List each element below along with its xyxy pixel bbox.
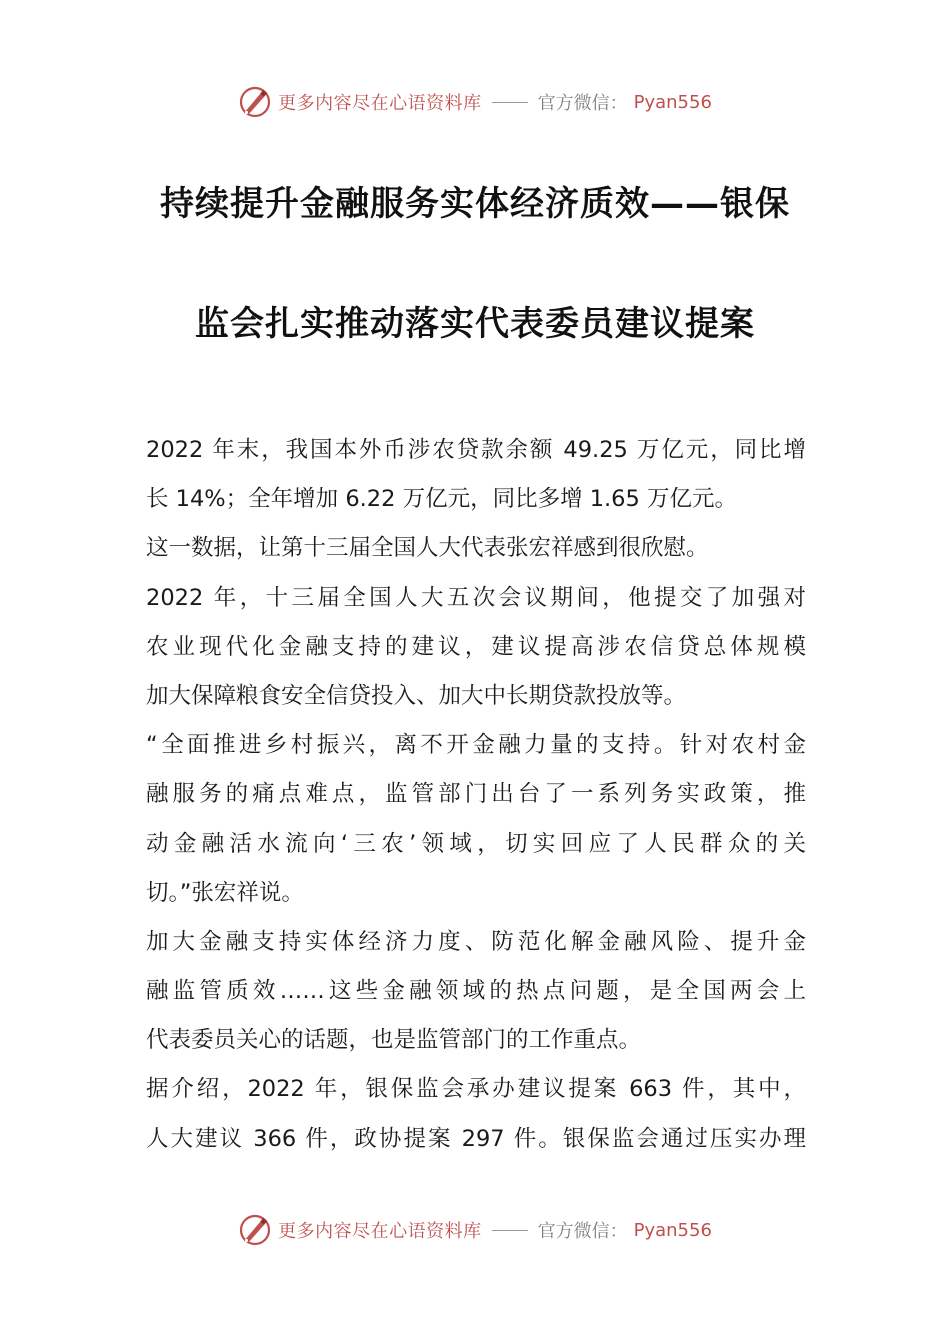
pen-circle-logo-icon (238, 85, 272, 119)
banner-separator (492, 1230, 528, 1231)
body-line: 切。”张宏祥说。 (146, 879, 304, 906)
header-banner (0, 82, 950, 122)
pen-circle-logo-icon (238, 1213, 272, 1247)
body-line: 农业现代化金融支持的建议，建议提高涉农信贷总体规模 (146, 633, 806, 660)
body-line: 加大金融支持实体经济力度、防范化解金融风险、提升金 (146, 928, 806, 955)
article-body (146, 426, 806, 1164)
body-line: 长 14%；全年增加 6.22 万亿元，同比多增 1.65 万亿元。 (146, 486, 737, 513)
page-title-line-1: 持续提升金融服务实体经济质效——银保 (160, 184, 790, 224)
body-line: 融服务的痛点难点，监管部门出台了一系列务实政策，推 (146, 781, 806, 808)
body-line: 动金融活水流向‘三农’领域，切实回应了人民群众的关 (146, 830, 806, 857)
footer-banner (0, 1210, 950, 1250)
banner-wechat-id: Pyan556 (633, 91, 712, 113)
body-line: 融监管质效……这些金融领域的热点问题，是全国两会上 (146, 978, 806, 1005)
body-line: 2022 年末，我国本外币涉农贷款余额 49.25 万亿元，同比增 (146, 437, 806, 463)
body-line: 代表委员关心的话题，也是监管部门的工作重点。 (146, 1027, 642, 1054)
body-line: 这一数据，让第十三届全国人大代表张宏祥感到很欣慰。 (146, 535, 709, 562)
banner-wechat-id: Pyan556 (633, 1219, 712, 1241)
body-line: 加大保障粮食安全信贷投入、加大中长期贷款投放等。 (146, 682, 687, 709)
body-line: 人大建议 366 件，政协提案 297 件。银保监会通过压实办理 (146, 1125, 806, 1152)
body-line: 2022 年，十三届全国人大五次会议期间，他提交了加强对 (146, 584, 806, 611)
banner-separator (492, 102, 528, 103)
body-line: “全面推进乡村振兴，离不开金融力量的支持。针对农村金 (146, 732, 806, 759)
page-title-line-2: 监会扎实推动落实代表委员建议提案 (195, 304, 755, 344)
banner-wechat-label: 官方微信： (537, 1221, 628, 1242)
banner-brand-text: 更多内容尽在心语资料库 (278, 1221, 482, 1242)
body-line: 据介绍，2022 年，银保监会承办建议提案 663 件，其中， (146, 1076, 806, 1103)
banner-brand-text: 更多内容尽在心语资料库 (278, 93, 482, 114)
banner-wechat-label: 官方微信： (537, 93, 628, 114)
